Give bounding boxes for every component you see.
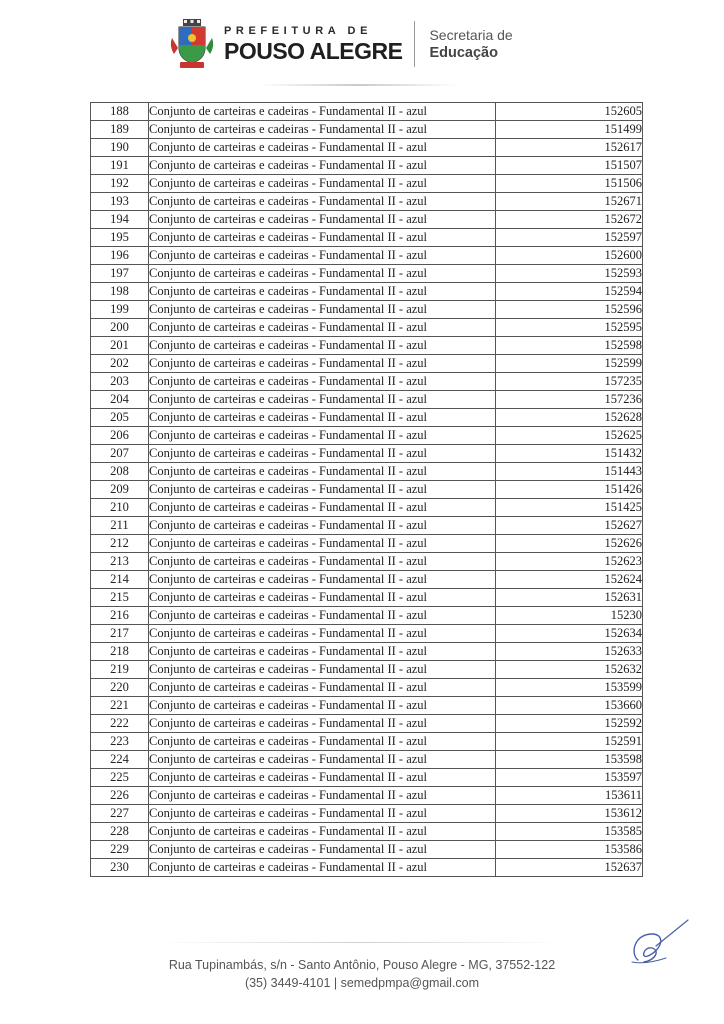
row-description-cell: Conjunto de carteiras e cadeiras - Fundamental II - azul [149,229,496,247]
row-number-cell: 229 [91,841,149,859]
row-asset-code-cell: 152672 [496,211,643,229]
row-number-cell: 192 [91,175,149,193]
row-asset-code-cell: 152591 [496,733,643,751]
table-row [91,373,643,391]
row-number-cell: 210 [91,499,149,517]
table-row [91,391,643,409]
row-number-cell: 188 [91,103,149,121]
row-description-cell: Conjunto de carteiras e cadeiras - Fundamental II - azul [149,157,496,175]
table-row [91,517,643,535]
row-asset-code-cell: 153598 [496,751,643,769]
letterhead [168,16,568,72]
row-description-cell: Conjunto de carteiras e cadeiras - Fundamental II - azul [149,409,496,427]
secretaria-block [429,26,512,62]
row-asset-code-cell: 153611 [496,787,643,805]
row-asset-code-cell: 152625 [496,427,643,445]
row-description-cell: Conjunto de carteiras e cadeiras - Fundamental II - azul [149,301,496,319]
table-row [91,337,643,355]
row-number-cell: 227 [91,805,149,823]
row-asset-code-cell: 15230 [496,607,643,625]
row-number-cell: 217 [91,625,149,643]
row-number-cell: 190 [91,139,149,157]
row-number-cell: 207 [91,445,149,463]
row-number-cell: 193 [91,193,149,211]
row-asset-code-cell: 151425 [496,499,643,517]
row-number-cell: 196 [91,247,149,265]
table-row [91,643,643,661]
row-number-cell: 199 [91,301,149,319]
table-row [91,715,643,733]
row-asset-code-cell: 153612 [496,805,643,823]
table-row [91,751,643,769]
row-number-cell: 211 [91,517,149,535]
row-asset-code-cell: 151432 [496,445,643,463]
row-number-cell: 219 [91,661,149,679]
row-number-cell: 220 [91,679,149,697]
row-description-cell: Conjunto de carteiras e cadeiras - Fundamental II - azul [149,661,496,679]
row-description-cell: Conjunto de carteiras e cadeiras - Fundamental II - azul [149,265,496,283]
row-number-cell: 204 [91,391,149,409]
row-asset-code-cell: 151426 [496,481,643,499]
row-number-cell: 224 [91,751,149,769]
row-number-cell: 197 [91,265,149,283]
row-asset-code-cell: 151443 [496,463,643,481]
table-row [91,787,643,805]
row-description-cell: Conjunto de carteiras e cadeiras - Fundamental II - azul [149,499,496,517]
table-row [91,355,643,373]
row-number-cell: 230 [91,859,149,877]
table-row [91,121,643,139]
prefeitura-main-text: POUSO ALEGRE [224,38,403,64]
row-description-cell: Conjunto de carteiras e cadeiras - Fundamental II - azul [149,823,496,841]
table-row [91,139,643,157]
row-asset-code-cell: 153597 [496,769,643,787]
row-description-cell: Conjunto de carteiras e cadeiras - Fundamental II - azul [149,571,496,589]
table-row [91,229,643,247]
table-row [91,481,643,499]
table-row [91,319,643,337]
row-number-cell: 202 [91,355,149,373]
row-description-cell: Conjunto de carteiras e cadeiras - Fundamental II - azul [149,679,496,697]
table-row [91,571,643,589]
row-asset-code-cell: 152599 [496,355,643,373]
row-description-cell: Conjunto de carteiras e cadeiras - Fundamental II - azul [149,553,496,571]
table-row [91,463,643,481]
secretaria-line1: Secretaria de [429,27,513,43]
row-description-cell: Conjunto de carteiras e cadeiras - Fundamental II - azul [149,517,496,535]
row-description-cell: Conjunto de carteiras e cadeiras - Fundamental II - azul [149,535,496,553]
row-number-cell: 218 [91,643,149,661]
row-description-cell: Conjunto de carteiras e cadeiras - Fundamental II - azul [149,643,496,661]
row-number-cell: 212 [91,535,149,553]
row-number-cell: 225 [91,769,149,787]
row-number-cell: 201 [91,337,149,355]
row-asset-code-cell: 151499 [496,121,643,139]
row-number-cell: 206 [91,427,149,445]
row-description-cell: Conjunto de carteiras e cadeiras - Fundamental II - azul [149,625,496,643]
row-asset-code-cell: 152624 [496,571,643,589]
header-rule [258,84,458,86]
table-row [91,103,643,121]
row-description-cell: Conjunto de carteiras e cadeiras - Fundamental II - azul [149,697,496,715]
row-asset-code-cell: 152628 [496,409,643,427]
header-divider [414,21,415,67]
table-row [91,445,643,463]
row-asset-code-cell: 152626 [496,535,643,553]
row-asset-code-cell: 152600 [496,247,643,265]
prefeitura-logotype [224,24,402,64]
row-description-cell: Conjunto de carteiras e cadeiras - Fundamental II - azul [149,769,496,787]
row-number-cell: 203 [91,373,149,391]
row-asset-code-cell: 152593 [496,265,643,283]
inventory-table [90,102,643,877]
table-row [91,679,643,697]
row-number-cell: 213 [91,553,149,571]
table-row [91,535,643,553]
row-asset-code-cell: 152671 [496,193,643,211]
row-number-cell: 228 [91,823,149,841]
table-row [91,553,643,571]
footer-contact: (35) 3449-4101 | semedpmpa@gmail.com [244,976,480,990]
row-asset-code-cell: 152631 [496,589,643,607]
row-asset-code-cell: 152598 [496,337,643,355]
row-description-cell: Conjunto de carteiras e cadeiras - Fundamental II - azul [149,355,496,373]
table-row [91,733,643,751]
row-asset-code-cell: 151506 [496,175,643,193]
table-row [91,859,643,877]
table-row [91,607,643,625]
table-row [91,409,643,427]
row-description-cell: Conjunto de carteiras e cadeiras - Fundamental II - azul [149,463,496,481]
row-description-cell: Conjunto de carteiras e cadeiras - Fundamental II - azul [149,859,496,877]
table-row [91,823,643,841]
secretaria-line2: Educação [429,45,498,61]
row-description-cell: Conjunto de carteiras e cadeiras - Fundamental II - azul [149,733,496,751]
row-description-cell: Conjunto de carteiras e cadeiras - Fundamental II - azul [149,427,496,445]
handwritten-signature-icon [622,916,694,968]
row-asset-code-cell: 153586 [496,841,643,859]
row-number-cell: 215 [91,589,149,607]
row-description-cell: Conjunto de carteiras e cadeiras - Fundamental II - azul [149,481,496,499]
row-asset-code-cell: 153585 [496,823,643,841]
row-number-cell: 205 [91,409,149,427]
row-description-cell: Conjunto de carteiras e cadeiras - Fundamental II - azul [149,715,496,733]
row-asset-code-cell: 152637 [496,859,643,877]
row-number-cell: 223 [91,733,149,751]
row-description-cell: Conjunto de carteiras e cadeiras - Fundamental II - azul [149,805,496,823]
row-number-cell: 226 [91,787,149,805]
table-row [91,157,643,175]
table-row [91,625,643,643]
row-asset-code-cell: 151507 [496,157,643,175]
row-description-cell: Conjunto de carteiras e cadeiras - Fundamental II - azul [149,841,496,859]
row-description-cell: Conjunto de carteiras e cadeiras - Fundamental II - azul [149,589,496,607]
row-description-cell: Conjunto de carteiras e cadeiras - Fundamental II - azul [149,751,496,769]
row-asset-code-cell: 157235 [496,373,643,391]
row-description-cell: Conjunto de carteiras e cadeiras - Fundamental II - azul [149,103,496,121]
row-asset-code-cell: 157236 [496,391,643,409]
row-asset-code-cell: 152605 [496,103,643,121]
table-row [91,805,643,823]
row-number-cell: 200 [91,319,149,337]
row-asset-code-cell: 152627 [496,517,643,535]
footer-address: Rua Tupinambás, s/n - Santo Antônio, Pouso Alegre - MG, 37552-122 [168,958,556,972]
row-asset-code-cell: 152633 [496,643,643,661]
row-number-cell: 195 [91,229,149,247]
table-row [91,589,643,607]
row-asset-code-cell: 152597 [496,229,643,247]
table-row [91,193,643,211]
row-description-cell: Conjunto de carteiras e cadeiras - Fundamental II - azul [149,607,496,625]
row-number-cell: 214 [91,571,149,589]
table-row [91,265,643,283]
municipal-coat-of-arms-icon [168,18,216,70]
table-row [91,301,643,319]
prefeitura-top-text: PREFEITURA DE [224,25,373,37]
row-asset-code-cell: 152632 [496,661,643,679]
row-number-cell: 194 [91,211,149,229]
row-description-cell: Conjunto de carteiras e cadeiras - Fundamental II - azul [149,247,496,265]
row-description-cell: Conjunto de carteiras e cadeiras - Fundamental II - azul [149,391,496,409]
row-asset-code-cell: 153660 [496,697,643,715]
row-asset-code-cell: 152623 [496,553,643,571]
row-number-cell: 209 [91,481,149,499]
row-description-cell: Conjunto de carteiras e cadeiras - Fundamental II - azul [149,283,496,301]
table-row [91,841,643,859]
row-number-cell: 221 [91,697,149,715]
footer [0,956,724,992]
row-description-cell: Conjunto de carteiras e cadeiras - Fundamental II - azul [149,337,496,355]
table-row [91,661,643,679]
table-row [91,211,643,229]
row-description-cell: Conjunto de carteiras e cadeiras - Fundamental II - azul [149,373,496,391]
table-row [91,247,643,265]
row-number-cell: 198 [91,283,149,301]
table-row [91,427,643,445]
table-row [91,499,643,517]
row-description-cell: Conjunto de carteiras e cadeiras - Fundamental II - azul [149,787,496,805]
row-asset-code-cell: 152594 [496,283,643,301]
table-row [91,175,643,193]
row-description-cell: Conjunto de carteiras e cadeiras - Fundamental II - azul [149,445,496,463]
row-asset-code-cell: 152617 [496,139,643,157]
row-description-cell: Conjunto de carteiras e cadeiras - Fundamental II - azul [149,121,496,139]
table-row [91,697,643,715]
inventory-table-body [91,103,643,877]
row-asset-code-cell: 152595 [496,319,643,337]
row-asset-code-cell: 152592 [496,715,643,733]
row-asset-code-cell: 152596 [496,301,643,319]
row-number-cell: 189 [91,121,149,139]
row-number-cell: 208 [91,463,149,481]
row-description-cell: Conjunto de carteiras e cadeiras - Fundamental II - azul [149,139,496,157]
row-asset-code-cell: 153599 [496,679,643,697]
footer-rule [160,942,560,943]
table-row [91,769,643,787]
table-row [91,283,643,301]
row-description-cell: Conjunto de carteiras e cadeiras - Fundamental II - azul [149,211,496,229]
row-number-cell: 191 [91,157,149,175]
row-description-cell: Conjunto de carteiras e cadeiras - Fundamental II - azul [149,193,496,211]
row-number-cell: 222 [91,715,149,733]
row-number-cell: 216 [91,607,149,625]
row-asset-code-cell: 152634 [496,625,643,643]
row-description-cell: Conjunto de carteiras e cadeiras - Fundamental II - azul [149,175,496,193]
row-description-cell: Conjunto de carteiras e cadeiras - Fundamental II - azul [149,319,496,337]
